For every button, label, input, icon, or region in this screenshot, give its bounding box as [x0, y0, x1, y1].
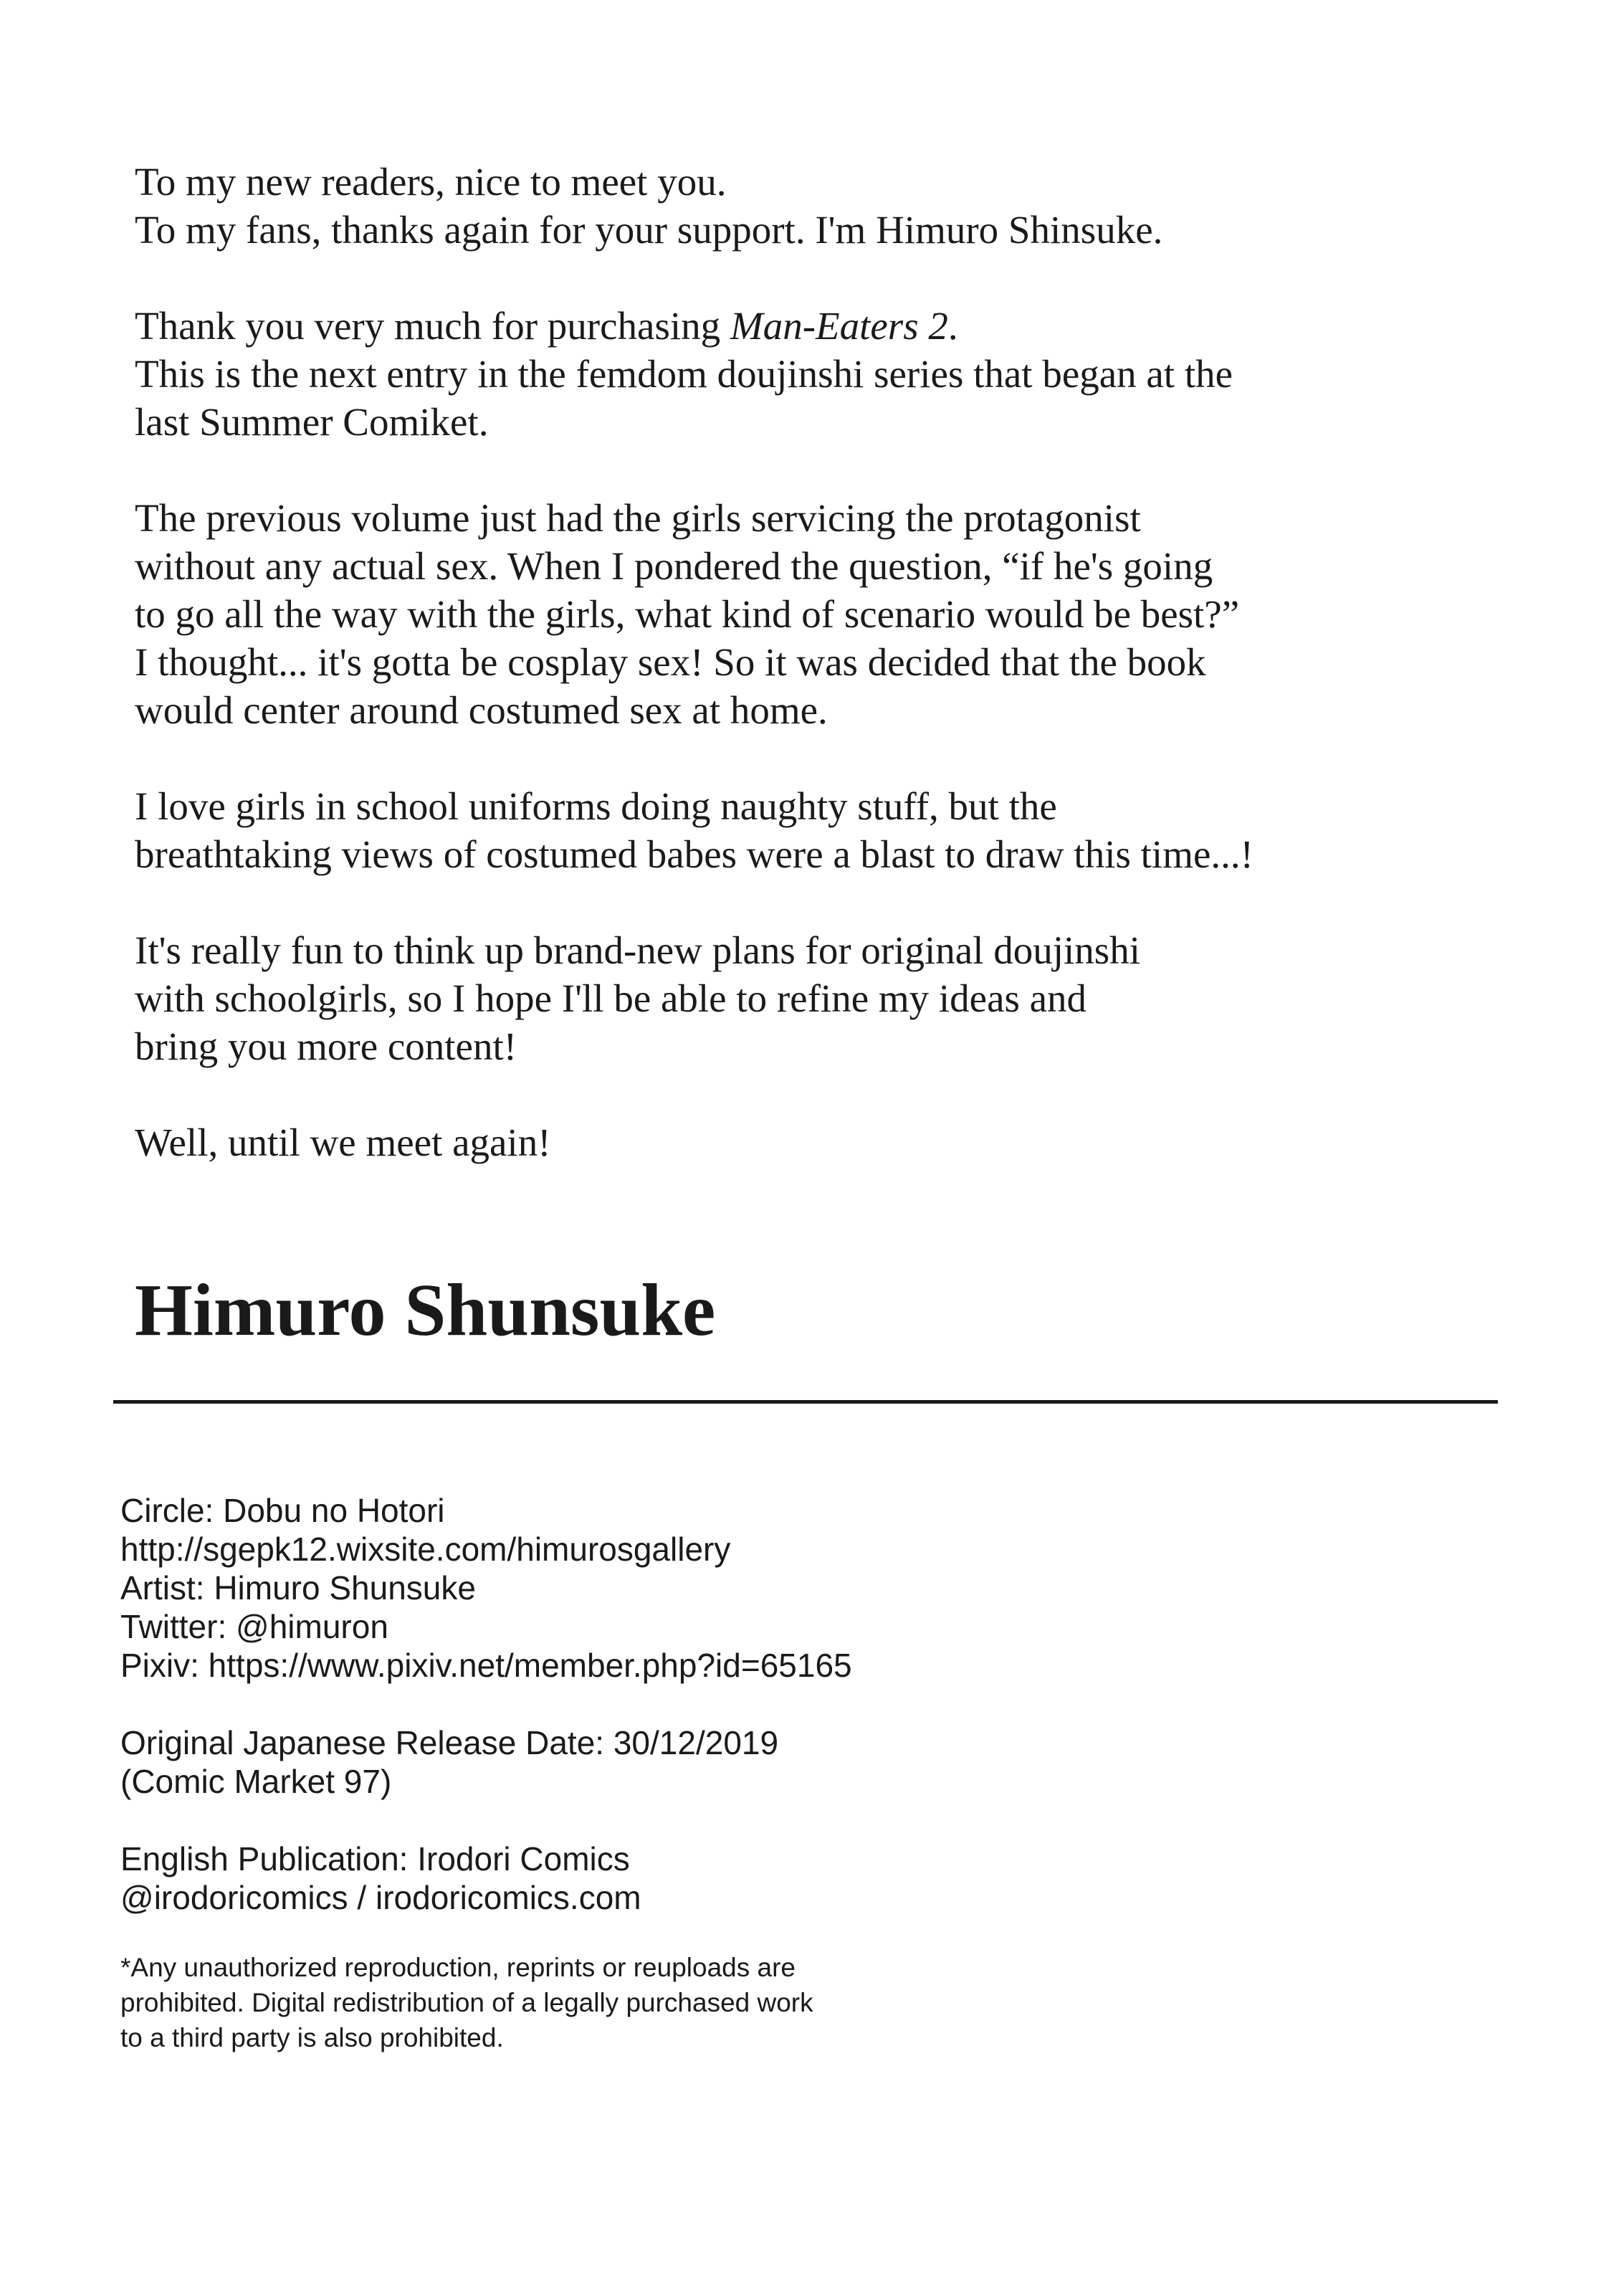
- text-line: To my fans, thanks again for your support. I'm Himuro Shinsuke.: [135, 208, 1163, 252]
- release-info: [120, 1723, 1482, 1801]
- release-date: Original Japanese Release Date: 30/12/2019: [120, 1724, 779, 1761]
- publication-info: [120, 1840, 1482, 1917]
- text-line: to a third party is also prohibited.: [120, 2023, 504, 2052]
- text-line: I love girls in school uniforms doing naughty stuff, but the: [135, 784, 1057, 828]
- artist-name: Artist: Himuro Shunsuke: [120, 1569, 476, 1607]
- divider-line: [113, 1400, 1498, 1404]
- paragraph-previous-volume: [135, 494, 1496, 734]
- release-event: (Comic Market 97): [120, 1763, 392, 1800]
- book-title: Man-Eaters 2: [730, 304, 948, 348]
- paragraph-uniforms: [135, 782, 1496, 878]
- publisher: English Publication: Irodori Comics: [120, 1840, 630, 1877]
- text-line: It's really fun to think up brand-new plans for original doujinshi: [135, 928, 1140, 972]
- text-line: without any actual sex. When I pondered the question, “if he's going: [135, 544, 1213, 588]
- text-line: Well, until we meet again!: [135, 1120, 551, 1164]
- author-signature: Himuro Shunsuke: [135, 1269, 716, 1351]
- paragraph-plans: [135, 926, 1496, 1070]
- text-line: I thought... it's gotta be cosplay sex! So it was decided that the book: [135, 640, 1206, 684]
- text-line: To my new readers, nice to meet you.: [135, 160, 727, 204]
- text-line: to go all the way with the girls, what kind of scenario would be best?”: [135, 592, 1240, 636]
- text-fragment: Thank you very much for purchasing: [135, 304, 730, 348]
- text-line: This is the next entry in the femdom doujinshi series that began at the: [135, 352, 1233, 396]
- circle-name: Circle: Dobu no Hotori: [120, 1492, 445, 1529]
- afterword-text: [135, 158, 1496, 1214]
- twitter-handle: Twitter: @himuron: [120, 1608, 388, 1645]
- text-line: breathtaking views of costumed babes were a blast to draw this time...!: [135, 832, 1253, 876]
- circle-info: [120, 1491, 1482, 1685]
- text-line: prohibited. Digital redistribution of a legally purchased work: [120, 1988, 813, 2017]
- text-line: The previous volume just had the girls servicing the protagonist: [135, 496, 1141, 540]
- credits-section: [120, 1491, 1482, 2055]
- paragraph-farewell: [135, 1118, 1496, 1166]
- text-line: [135, 302, 1496, 350]
- publisher-links: @irodoricomics / irodoricomics.com: [120, 1879, 641, 1916]
- text-line: bring you more content!: [135, 1024, 517, 1068]
- copyright-notice: [120, 1950, 1482, 2055]
- text-line: with schoolgirls, so I hope I'll be able to refine my ideas and: [135, 976, 1087, 1020]
- text-line: *Any unauthorized reproduction, reprints or reuploads are: [120, 1953, 796, 1982]
- paragraph-greeting: [135, 158, 1496, 254]
- text-line: last Summer Comiket.: [135, 400, 489, 444]
- pixiv-url: Pixiv: https://www.pixiv.net/member.php?id=65165: [120, 1647, 852, 1684]
- text-line: would center around costumed sex at home.: [135, 688, 828, 732]
- paragraph-thanks: [135, 302, 1496, 446]
- website-url: http://sgepk12.wixsite.com/himurosgallery: [120, 1531, 731, 1568]
- text-fragment: .: [947, 304, 958, 348]
